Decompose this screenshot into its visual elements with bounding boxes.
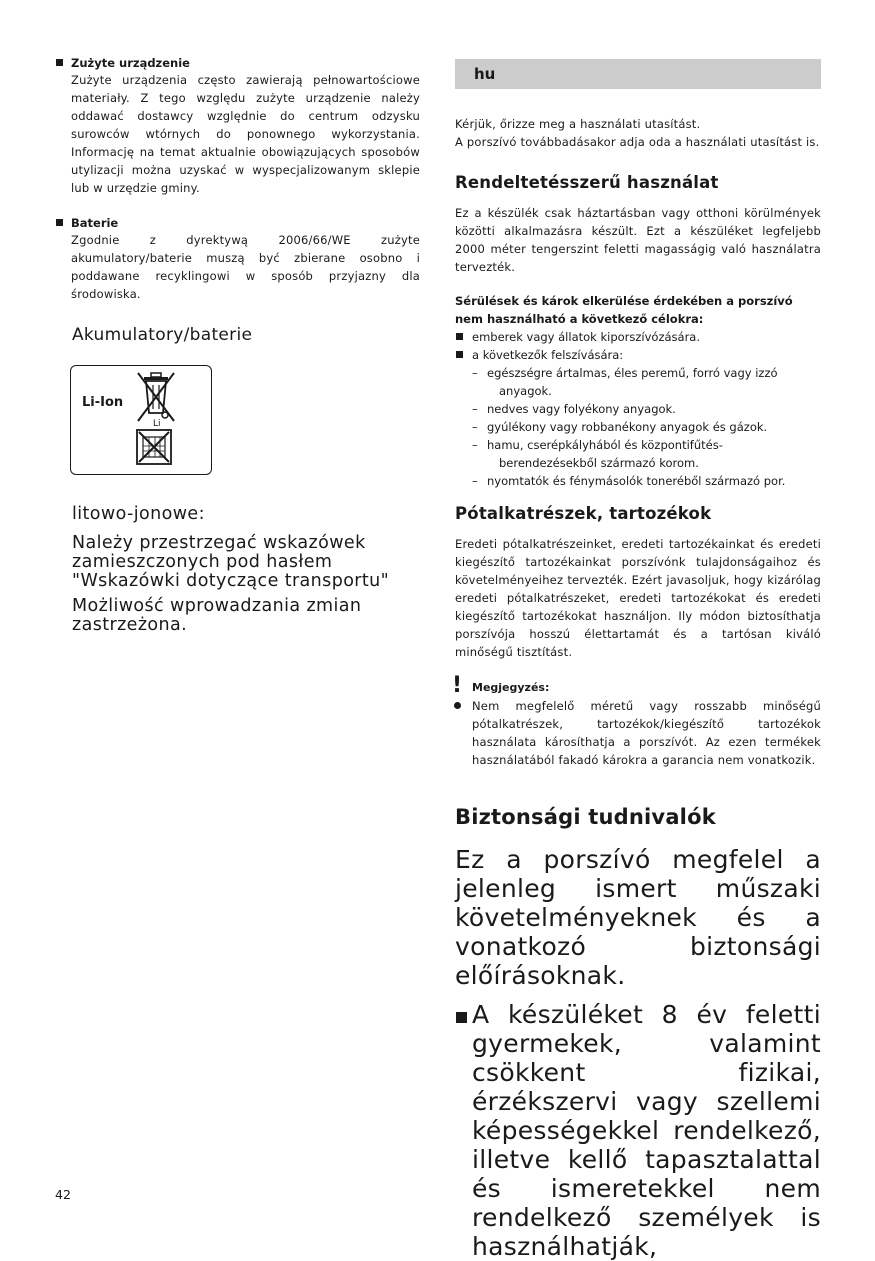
sub-item-line: gyúlékony vagy robbanékony anyagok és gázok. [487,420,768,434]
battery-text: Zgodnie z dyrektywą 2006/66/WE zużyte akumulatory/baterie muszą być zbierane osobno i poddawane recyklingowi w sposób przyjazny dla środowiska. [71,233,420,301]
sub-list-item [455,400,821,418]
sub-list-item [455,418,821,436]
sub-item-line: nedves vagy folyékony anyagok. [487,402,676,416]
sub-item-line: egészségre ártalmas, éles peremű, forró vagy izzó [487,366,778,380]
list-item: emberek vagy állatok kiporszívózására. [455,328,821,346]
intro-block [455,115,821,151]
language-code: hu [474,65,496,83]
note-block [452,673,821,769]
safety-intro: Ez a porszívó megfelel a jelenleg ismert műszaki követelményeknek és a vonatkozó biztonsági előírásoknak. [455,845,821,990]
intended-heading: Rendeltetésszerű használat [455,173,719,192]
keep-text: Kérjük, őrizze meg a használati utasítást. [455,117,701,131]
bullet-dot-icon [454,702,461,709]
parts-heading: Pótalkatrészek, tartozékok [455,504,712,523]
safety-item: A készüléket 8 év feletti gyermekek, valamint csökkent fizikai, érzékszervi vagy szellemi képességekkel rendelkező, illetve kellő tapasztalattal és ismeretekkel nem rendelkező személyek is használhatják, [455,1000,821,1261]
changes-text: Możliwość wprowadzania zmian zastrzeżona. [72,596,362,635]
page-number: 42 [55,1187,71,1202]
pass-text: A porszívó továbbadásakor adja oda a használati utasítást is. [455,135,820,149]
sub-item-line: anyagok. [499,384,552,398]
right-column [452,59,821,1261]
parts-text: Eredeti pótalkatrészeinket, eredeti tartozékainkat és eredeti kiegészítő tartozékainkat porszívónk tulajdonságaihoz és követelményeihez tervezték. Ezért javasoljuk, hogy kizárólag eredeti pótalkatrészeket, eredeti tartozékokat és eredeti kiegészítő tartozékokat használjon. Ily módon biztosíthatja porszívója hosszú élettartamát és a tartósan kiváló minőségű tisztítást. [455,537,821,659]
waste-text: Zużyte urządzenia często zawierają pełnowartościowe materiały. Z tego względu zużyte urządzenie należy oddawać dostawcy względnie do centrum odzysku surowców wtórnych do ponownego wykorzystania. Informację na temat aktualnie obowiązujących sposobów utylizacji można uzyskać w wyspecjalizowanym sklepie lub w urzędzie gminy. [71,73,420,195]
liion-symbol-box [70,365,212,475]
intended-text: Ez a készülék csak háztartásban vagy otthoni körülmények közötti alkalmazásra készült. Ezt a készüléket legfeljebb 2000 méter tengerszint feletti magasságig való használatra tervezték. [455,206,821,274]
sub-item-line: berendezésekből származó korom. [499,456,699,470]
waste-section [55,55,420,197]
note-text: Nem megfelelő méretű vagy rosszabb minőségű pótalkatrészek, tartozékok/kiegészítő tartozékok használata károsíthatja a porszívót. Az ezen termékek használatából fakadó károkra a garancia nem vonatkozik. [472,699,821,767]
no-disposal-icon [135,428,173,466]
battery-section [55,215,420,303]
sub-item-line: nyomtatók és fénymásolók toneréből származó por. [487,474,786,488]
sub-item-line: hamu, cserépkályhából és központifűtés- [487,438,723,452]
safety-heading: Biztonsági tudnivalók [455,805,716,829]
liion-text: litowo-jonowe: [72,504,205,524]
warning-icon: ! [452,673,463,698]
list-item: a következők felszívására: [455,346,821,364]
liion-label: Li-Ion [82,395,124,410]
battery-heading: Baterie [55,215,420,231]
li-small-label: Li [153,419,161,429]
akku-title: Akumulatory/baterie [72,325,253,345]
sub-list-item [455,472,821,490]
language-bar [455,59,821,89]
left-column [55,55,420,635]
avoid-bold: Sérülések és károk elkerülése érdekében a porszívó nem használható a következő célokra: [455,294,793,326]
waste-heading: Zużyte urządzenie [55,55,420,71]
note-heading: Megjegyzés: [472,681,550,694]
sub-list-item [455,436,821,472]
sub-list-item [455,364,821,400]
transport-text: Należy przestrzegać wskazówek zamieszczonych pod hasłem "Wskazówki dotyczące transportu" [72,533,390,591]
